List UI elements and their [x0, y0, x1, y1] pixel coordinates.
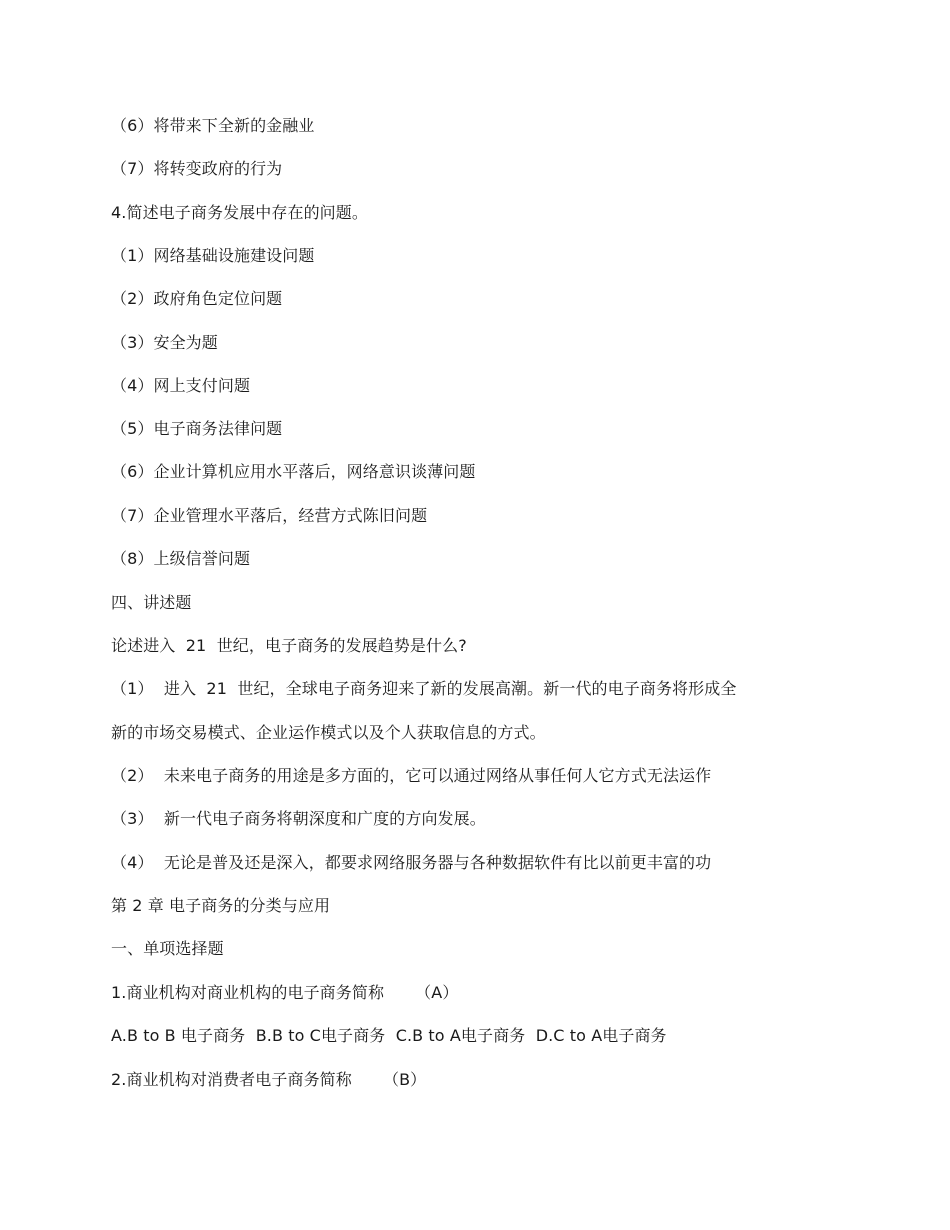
text-line-1: （6）将带来下全新的金融业	[111, 116, 315, 135]
section-heading-4: 四、讲述题	[111, 593, 192, 612]
text-line-6: （3）安全为题	[111, 333, 218, 352]
text-line-5: （2）政府角色定位问题	[111, 289, 283, 308]
text-line-14: （1） 进入 21 世纪，全球电子商务迎来了新的发展高潮。新一代的电子商务将形成全	[111, 679, 737, 698]
text-line-18: （4） 无论是普及还是深入，都要求网络服务器与各种数据软件有比以前更丰富的功	[111, 853, 712, 872]
text-line-10: （7）企业管理水平落后，经营方式陈旧问题	[111, 506, 428, 525]
section-heading-1: 一、单项选择题	[111, 939, 224, 958]
text-line-2: （7）将转变政府的行为	[111, 159, 283, 178]
mc-question-1: 1.商业机构对商业机构的电子商务简称 （A）	[111, 983, 459, 1002]
question-heading-4: 4.简述电子商务发展中存在的问题。	[111, 203, 368, 222]
text-line-17: （3） 新一代电子商务将朝深度和广度的方向发展。	[111, 809, 486, 828]
text-line-9: （6）企业计算机应用水平落后，网络意识谈薄问题	[111, 462, 476, 481]
chapter-heading: 第 2 章 电子商务的分类与应用	[111, 896, 331, 915]
text-line-4: （1）网络基础设施建设问题	[111, 246, 315, 265]
text-line-7: （4）网上支付问题	[111, 376, 251, 395]
mc-options-1: A.B to B 电子商务 B.B to C电子商务 C.B to A电子商务 D.C to A电子商务	[111, 1026, 667, 1045]
essay-question: 论述进入 21 世纪，电子商务的发展趋势是什么?	[111, 636, 467, 655]
text-line-8: （5）电子商务法律问题	[111, 419, 283, 438]
text-line-16: （2） 未来电子商务的用途是多方面的，它可以通过网络从事任何人它方式无法运作	[111, 766, 712, 785]
text-line-15: 新的市场交易模式、企业运作模式以及个人获取信息的方式。	[111, 723, 546, 742]
mc-question-2: 2.商业机构对消费者电子商务简称 （B）	[111, 1070, 427, 1089]
text-line-11: （8）上级信誉问题	[111, 549, 251, 568]
